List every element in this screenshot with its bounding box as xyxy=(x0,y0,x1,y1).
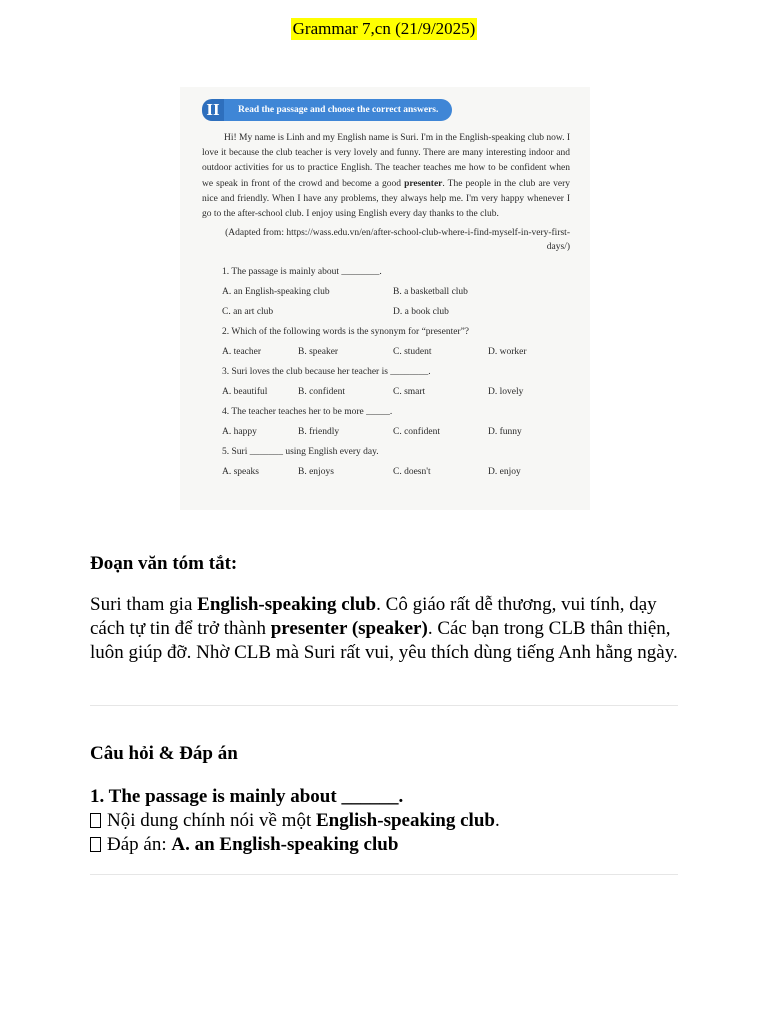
document-title: Grammar 7,cn (21/9/2025) xyxy=(292,19,476,38)
summary-text: Suri tham gia xyxy=(90,594,198,615)
option: C. an art club xyxy=(222,307,274,318)
reading-passage xyxy=(202,131,570,222)
option: A. happy xyxy=(222,427,257,438)
question-4-options xyxy=(222,422,570,442)
title-wrap xyxy=(0,18,768,40)
option: C. doesn't xyxy=(393,467,431,478)
section-number: II xyxy=(202,99,224,121)
option: A. teacher xyxy=(222,347,262,358)
option: C. confident xyxy=(393,427,440,438)
question-1-options xyxy=(222,302,570,322)
question-3: 3. Suri loves the club because her teacher is ________. xyxy=(222,367,431,378)
question-1: 1. The passage is mainly about ________. xyxy=(222,267,382,278)
option: B. a basketball club xyxy=(393,287,468,298)
option: D. enjoy xyxy=(488,467,521,478)
option: C. student xyxy=(393,347,432,358)
scanned-exercise-image xyxy=(180,87,590,510)
passage-bold-word: presenter xyxy=(404,178,443,189)
qa-heading: Câu hỏi & Đáp án xyxy=(90,743,238,764)
summary-bold: presenter (speaker) xyxy=(270,618,428,639)
summary-heading: Đoạn văn tóm tắt: xyxy=(90,553,238,574)
option: B. friendly xyxy=(298,427,340,438)
option: B. speaker xyxy=(298,347,339,358)
summary-bold: English-speaking club xyxy=(197,594,377,615)
passage-text: Hi! My name is Linh and my English name is Suri. I'm in the English-speaking club now. I love it because the club teacher is very lovely and funny. There are many interesting indoor and outdoor activities for us to practice English. The teacher teaches me how to be confident when we speak in front of the crowd and become a good xyxy=(202,133,570,189)
option: D. worker xyxy=(488,347,527,358)
summary-text: . Các bạn trong CLB thân thiện, luôn giúp đỡ. Nhờ CLB mà Suri rất vui, yêu thích dùng tiếng Anh hằng ngày. xyxy=(90,618,678,663)
question-1-options xyxy=(222,282,570,302)
question-4: 4. The teacher teaches her to be more _____. xyxy=(222,407,393,418)
qa-note-bold: English-speaking club xyxy=(315,810,495,831)
missing-glyph-icon xyxy=(90,813,101,828)
qa-answer-label: Đáp án: xyxy=(107,834,172,855)
option: D. lovely xyxy=(488,387,524,398)
summary-paragraph xyxy=(90,593,680,665)
qa-note-text: Nội dung chính nói về một xyxy=(107,810,316,831)
qa-item-1 xyxy=(90,785,680,857)
summary-text: . Cô giáo rất dễ thương, vui tính, dạy cách tự tin để trở thành xyxy=(90,594,657,639)
qa-answer-line xyxy=(90,833,680,857)
divider xyxy=(90,874,678,875)
option: A. speaks xyxy=(222,467,259,478)
question-2: 2. Which of the following words is the synonym for “presenter”? xyxy=(222,327,470,338)
question-5-options xyxy=(222,462,570,482)
exercise-header xyxy=(202,99,570,121)
option: A. beautiful xyxy=(222,387,268,398)
option: D. funny xyxy=(488,427,522,438)
divider xyxy=(90,705,678,706)
question-list xyxy=(202,262,570,482)
passage-text: . The people in the club are very nice and friendly. When I have any problems, they always help me. I'm very happy whenever I go to the after-school club. I enjoy using English every day thanks to the club. xyxy=(202,178,571,220)
qa-question-1: 1. The passage is mainly about ______. xyxy=(90,786,404,807)
missing-glyph-icon xyxy=(90,837,101,852)
question-5: 5. Suri _______ using English every day. xyxy=(222,447,379,458)
option: A. an English-speaking club xyxy=(222,287,330,298)
question-3-options xyxy=(222,382,570,402)
exercise-instruction: Read the passage and choose the correct answers. xyxy=(224,99,452,121)
question-2-options xyxy=(222,342,570,362)
option: D. a book club xyxy=(393,307,449,318)
passage-source: (Adapted from: https://wass.edu.vn/en/after-school-club-where-i-find-myself-in-very-first-days/) xyxy=(225,228,570,253)
option: B. enjoys xyxy=(298,467,334,478)
qa-note-line xyxy=(90,809,680,833)
option: B. confident xyxy=(298,387,345,398)
qa-note-end: . xyxy=(494,810,500,831)
qa-answer: A. an English-speaking club xyxy=(171,834,399,855)
option: C. smart xyxy=(393,387,426,398)
